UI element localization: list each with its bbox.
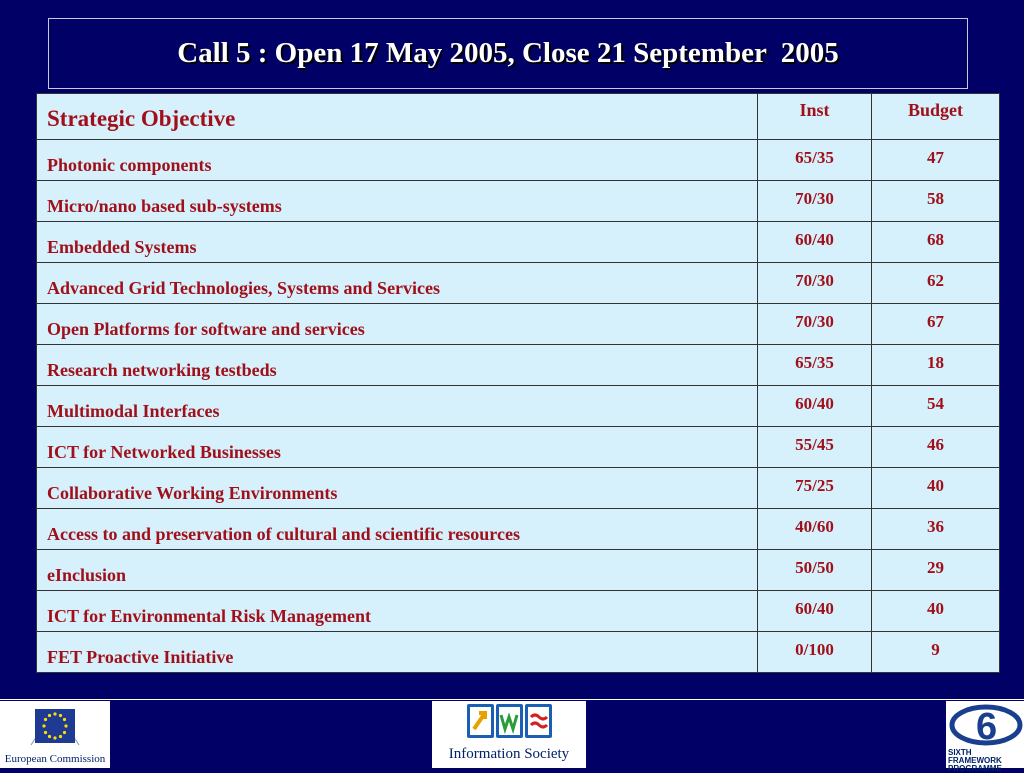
table-row <box>37 591 1000 632</box>
objective-cell: Micro/nano based sub-systems <box>37 181 758 222</box>
budget-cell: 47 <box>872 140 1000 181</box>
objective-cell: ICT for Networked Businesses <box>37 427 758 468</box>
header-objective: Strategic Objective <box>37 94 758 140</box>
table-row <box>37 632 1000 673</box>
table-row <box>37 386 1000 427</box>
budget-cell: 40 <box>872 468 1000 509</box>
header-budget: Budget <box>872 94 1000 140</box>
budget-cell: 40 <box>872 591 1000 632</box>
inst-cell: 60/40 <box>758 222 872 263</box>
european-commission-logo <box>0 701 110 768</box>
objective-cell: Advanced Grid Technologies, Systems and Services <box>37 263 758 304</box>
fp6-caption <box>948 749 1024 773</box>
svg-text:6: 6 <box>976 706 998 747</box>
fp6-icon <box>946 701 1024 747</box>
table-row <box>37 304 1000 345</box>
budget-cell: 46 <box>872 427 1000 468</box>
table-row <box>37 140 1000 181</box>
objective-cell: Embedded Systems <box>37 222 758 263</box>
inst-cell: 60/40 <box>758 591 872 632</box>
is-caption: Information Society <box>448 746 570 762</box>
inst-cell: 40/60 <box>758 509 872 550</box>
footer-divider <box>0 699 1024 700</box>
inst-cell: 0/100 <box>758 632 872 673</box>
table-row <box>37 181 1000 222</box>
budget-cell: 58 <box>872 181 1000 222</box>
objective-cell: Research networking testbeds <box>37 345 758 386</box>
inst-cell: 65/35 <box>758 140 872 181</box>
objective-cell: Multimodal Interfaces <box>37 386 758 427</box>
inst-cell: 55/45 <box>758 427 872 468</box>
slide-title: Call 5 : Open 17 May 2005, Close 21 September 2005 <box>177 37 839 69</box>
objective-cell: FET Proactive Initiative <box>37 632 758 673</box>
inst-cell: 65/35 <box>758 345 872 386</box>
inst-cell: 70/30 <box>758 263 872 304</box>
budget-cell: 54 <box>872 386 1000 427</box>
objective-cell: Collaborative Working Environments <box>37 468 758 509</box>
fp6-caption-line-1: SIXTH FRAMEWORK <box>948 748 1002 765</box>
fp6-caption-line-2: PROGRAMME <box>948 764 1002 773</box>
budget-cell: 62 <box>872 263 1000 304</box>
budget-cell: 29 <box>872 550 1000 591</box>
objectives-table <box>36 93 1000 673</box>
inst-cell: 60/40 <box>758 386 872 427</box>
ec-caption: European Commission <box>4 753 106 765</box>
table-row <box>37 263 1000 304</box>
budget-cell: 67 <box>872 304 1000 345</box>
inst-cell: 50/50 <box>758 550 872 591</box>
sixth-framework-logo <box>946 701 1024 773</box>
table-row <box>37 509 1000 550</box>
budget-cell: 9 <box>872 632 1000 673</box>
objective-cell: Access to and preservation of cultural and scientific resources <box>37 509 758 550</box>
information-society-logo <box>432 701 586 768</box>
budget-cell: 36 <box>872 509 1000 550</box>
header-inst: Inst <box>758 94 872 140</box>
objective-cell: ICT for Environmental Risk Management <box>37 591 758 632</box>
table-row <box>37 468 1000 509</box>
table-header-row <box>37 94 1000 140</box>
table-row <box>37 427 1000 468</box>
objective-cell: Open Platforms for software and services <box>37 304 758 345</box>
table-row <box>37 222 1000 263</box>
objective-cell: eInclusion <box>37 550 758 591</box>
inst-cell: 70/30 <box>758 304 872 345</box>
eu-flag-icon <box>25 701 85 751</box>
inst-cell: 70/30 <box>758 181 872 222</box>
budget-cell: 68 <box>872 222 1000 263</box>
title-box <box>48 18 968 89</box>
table-row <box>37 345 1000 386</box>
budget-cell: 18 <box>872 345 1000 386</box>
table-row <box>37 550 1000 591</box>
inst-cell: 75/25 <box>758 468 872 509</box>
information-society-icon <box>449 701 569 745</box>
objective-cell: Photonic components <box>37 140 758 181</box>
